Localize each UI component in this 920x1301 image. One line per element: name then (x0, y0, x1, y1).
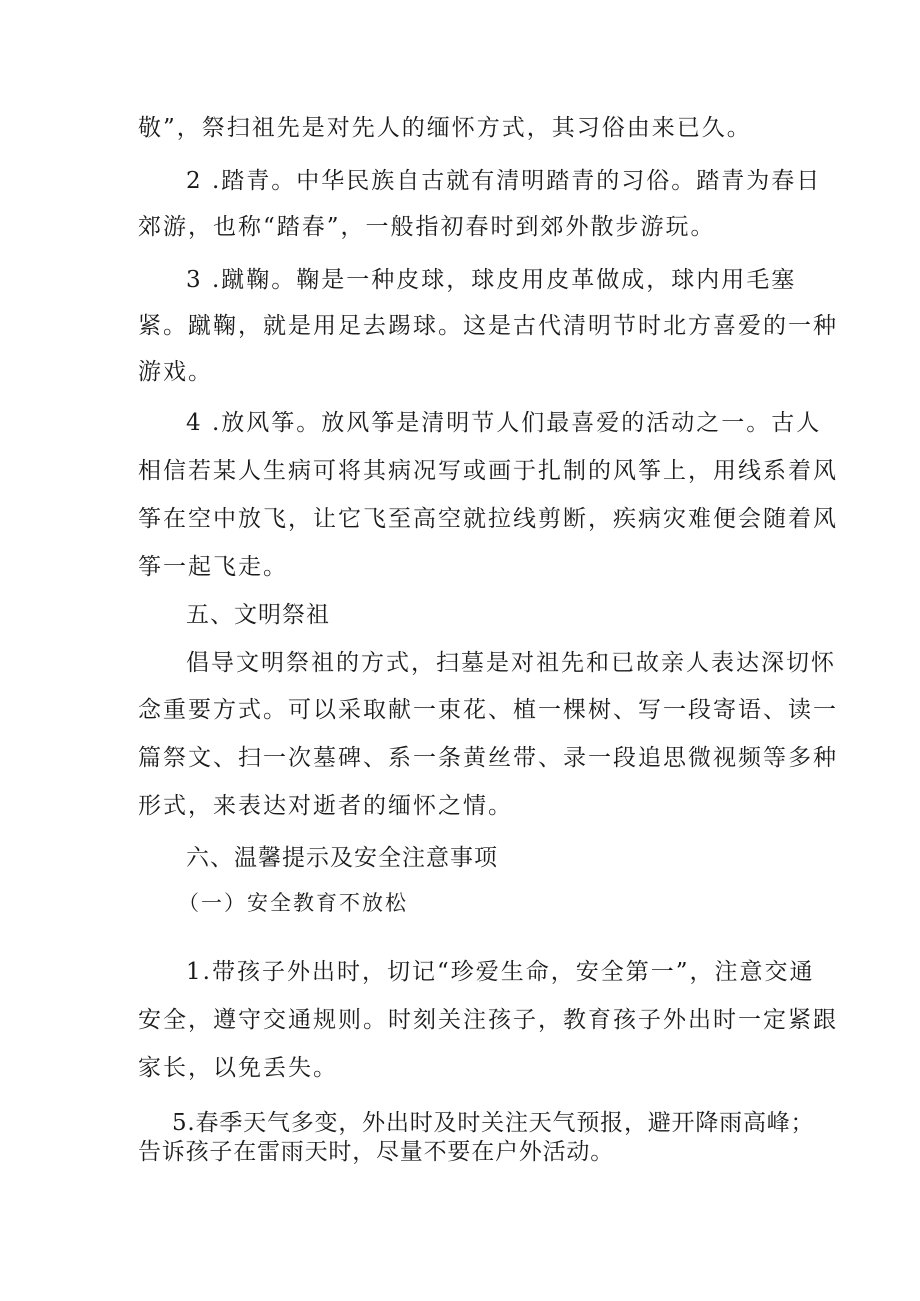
text-line-5: 紧。蹴鞠，就是用足去踢球。这是古代清明节时北方喜爱的一种 (138, 313, 838, 339)
subsection-heading-1: （一）安全教育不放松 (178, 891, 408, 915)
text-line-13: 念重要方式。可以采取献一束花、植一棵树、写一段寄语、读一 (138, 697, 838, 723)
section-heading-6: 六、温馨提示及安全注意事项 (186, 845, 498, 871)
text-line-8: 相信若某人生病可将其病况写或画于扎制的风筝上，用线系着风 (138, 458, 838, 484)
section-heading-5: 五、文明祭祖 (186, 602, 330, 628)
text-line-10: 筝一起飞走。 (138, 554, 288, 580)
text-line-19: 安全，遵守交通规则。时刻关注孩子，教育孩子外出时一定紧跟 (138, 1007, 838, 1033)
text-line-22: 告诉孩子在雷雨天时，尽量不要在户外活动。 (138, 1139, 614, 1165)
text-line-3: 郊游，也称“踏春”，一般指初春时到郊外散步游玩。 (138, 214, 716, 240)
text-line-6: 游戏。 (138, 359, 213, 385)
text-line-12: 倡导文明祭祖的方式，扫墓是对祖先和已故亲人表达深切怀 (186, 650, 836, 676)
text-line-15: 形式，来表达对逝者的缅怀之情。 (138, 793, 513, 819)
text-line-21: 5.春季天气多变，外出时及时关注天气预报，避开降雨高峰； (172, 1110, 815, 1136)
text-line-14: 篇祭文、扫一次墓碑、系一条黄丝带、录一段追思微视频等多种 (138, 745, 838, 771)
text-line-7: 4 .放风筝。放风筝是清明节人们最喜爱的活动之一。古人 (186, 410, 822, 436)
text-line-4: 3 .蹴鞠。鞠是一种皮球，球皮用皮革做成，球内用毛塞 (186, 267, 797, 293)
text-line-20: 家长，以免丢失。 (138, 1055, 338, 1081)
text-line-9: 筝在空中放飞，让它飞至高空就拉线剪断，疾病灾难便会随着风 (138, 506, 838, 532)
text-line-2: 2 .踏青。中华民族自古就有清明踏青的习俗。踏青为春日 (186, 168, 822, 194)
text-line-1: 敬”，祭扫祖先是对先人的缅怀方式，其习俗由来已久。 (138, 115, 752, 141)
text-line-18: 1.带孩子外出时，切记“珍爱生命，安全第一”，注意交通 (186, 959, 815, 985)
